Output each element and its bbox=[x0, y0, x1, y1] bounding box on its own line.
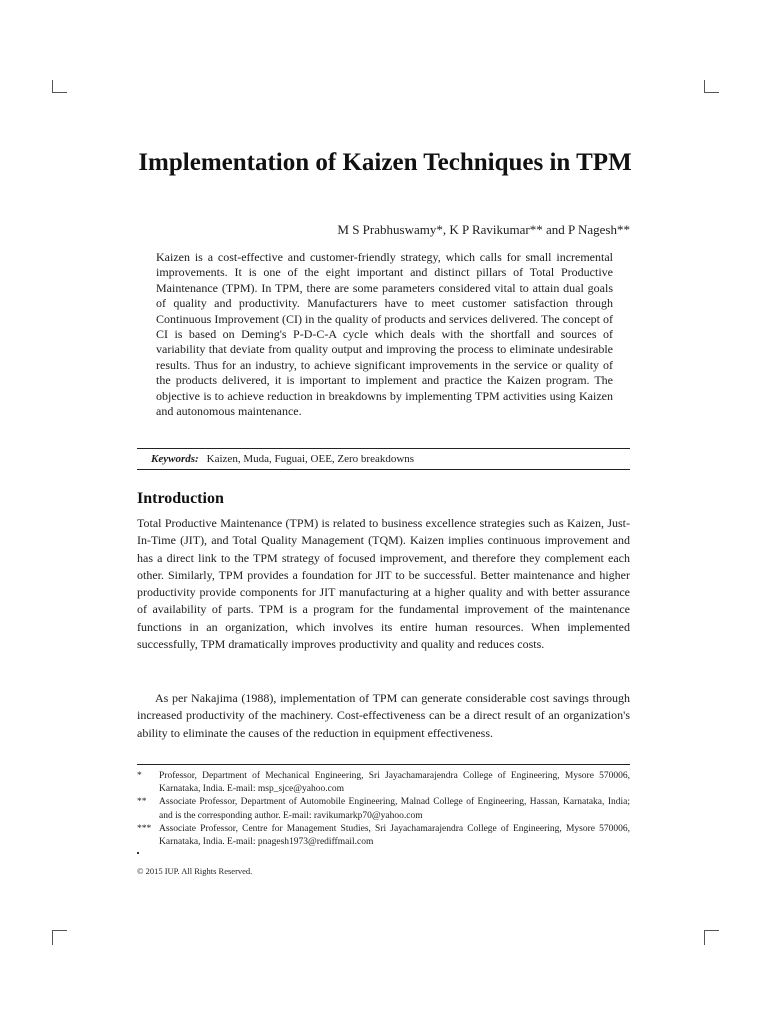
footnote bbox=[137, 770, 630, 796]
footnote-text: Associate Professor, Department of Automobile Engineering, Malnad College of Engineering, Hassan, Karnataka, India; and is the corresponding author. E-mail: ravikumarkp70@yahoo.com bbox=[159, 797, 630, 821]
keywords-value: Kaizen, Muda, Fuguai, OEE, Zero breakdowns bbox=[206, 453, 415, 465]
section-heading-introduction: Introduction bbox=[137, 490, 224, 507]
crop-mark-bottom-left bbox=[52, 930, 67, 945]
footnote-mark: ** bbox=[137, 797, 147, 808]
copyright-notice: © 2015 IUP. All Rights Reserved. bbox=[137, 866, 253, 876]
footnote-mark: * bbox=[137, 771, 142, 781]
crop-mark-bottom-right bbox=[704, 930, 719, 945]
intro-paragraph-1: Total Productive Maintenance (TPM) is related to business excellence strategies such as Kaizen, Just-In-Time (JIT), and Total Quality Management (TQM). Kaizen implies continuous improvement and has a direct link to the TPM strategy of focused improvement, and therefore they complement each other. Similarly, TPM provides a foundation for JIT to be successful. Better maintenance and higher productivity provide components for JIT manufacturing at a higher quality and with better assurance of availability of parts. TPM is a program for the fundamental improvement of the maintenance functions in an organization, which involves its entire human resources. When implemented successfully, TPM dramatically improves productivity and quality and reduces costs. bbox=[137, 516, 630, 652]
author-line: M S Prabhuswamy*, K P Ravikumar** and P Nagesh** bbox=[337, 222, 630, 237]
footnote-text: Associate Professor, Centre for Management Studies, Sri Jayachamarajendra College of Engineering, Mysore 570006, Karnataka, India. E-mail: pnagesh1973@rediffmail.com bbox=[159, 823, 630, 848]
footnote bbox=[137, 796, 630, 822]
page-dot bbox=[137, 852, 139, 854]
footnote-mark: *** bbox=[137, 823, 152, 834]
footnote-text: Professor, Department of Mechanical Engineering, Sri Jayachamarajendra College of Engineering, Mysore 570006, Karnataka, India. E-mail: msp_sjce@yahoo.com bbox=[159, 771, 630, 795]
crop-mark-top-right bbox=[704, 80, 719, 93]
intro-paragraph-2: As per Nakajima (1988), implementation of TPM can generate considerable cost savings through increased productivity of the machinery. Cost-effectiveness can be a direct result of an organization's ability to eliminate the causes of the reduction in equipment effectiveness. bbox=[137, 691, 630, 740]
crop-mark-top-left bbox=[52, 80, 67, 93]
keywords-box bbox=[137, 448, 630, 470]
footnote bbox=[137, 823, 630, 849]
abstract: Kaizen is a cost-effective and customer-friendly strategy, which calls for small incremental improvements. It is one of the eight important and distinct pillars of Total Productive Maintenance (TPM). In TPM, there are some parameters considered vital to attain dual goals of quality and productivity. Manufacturers have to meet customer satisfaction through Continuous Improvement (CI) in the quality of products and services delivered. The concept of CI is based on Deming's P-D-C-A cycle which deals with the shortfall and sources of variability that deviate from quality output and improving the process to eliminate undesirable results. Thus for an industry, to achieve significant improvements in the service or quality of the products delivered, it is important to implement and practice the Kaizen program. The objective is to achieve reduction in breakdowns by implementing TPM activities using Kaizen and autonomous maintenance. bbox=[156, 250, 613, 419]
keywords-label: Keywords: bbox=[151, 453, 199, 465]
footnotes bbox=[137, 770, 630, 849]
footnote-divider bbox=[137, 764, 630, 765]
paper-title: Implementation of Kaizen Techniques in TPM bbox=[138, 149, 632, 176]
